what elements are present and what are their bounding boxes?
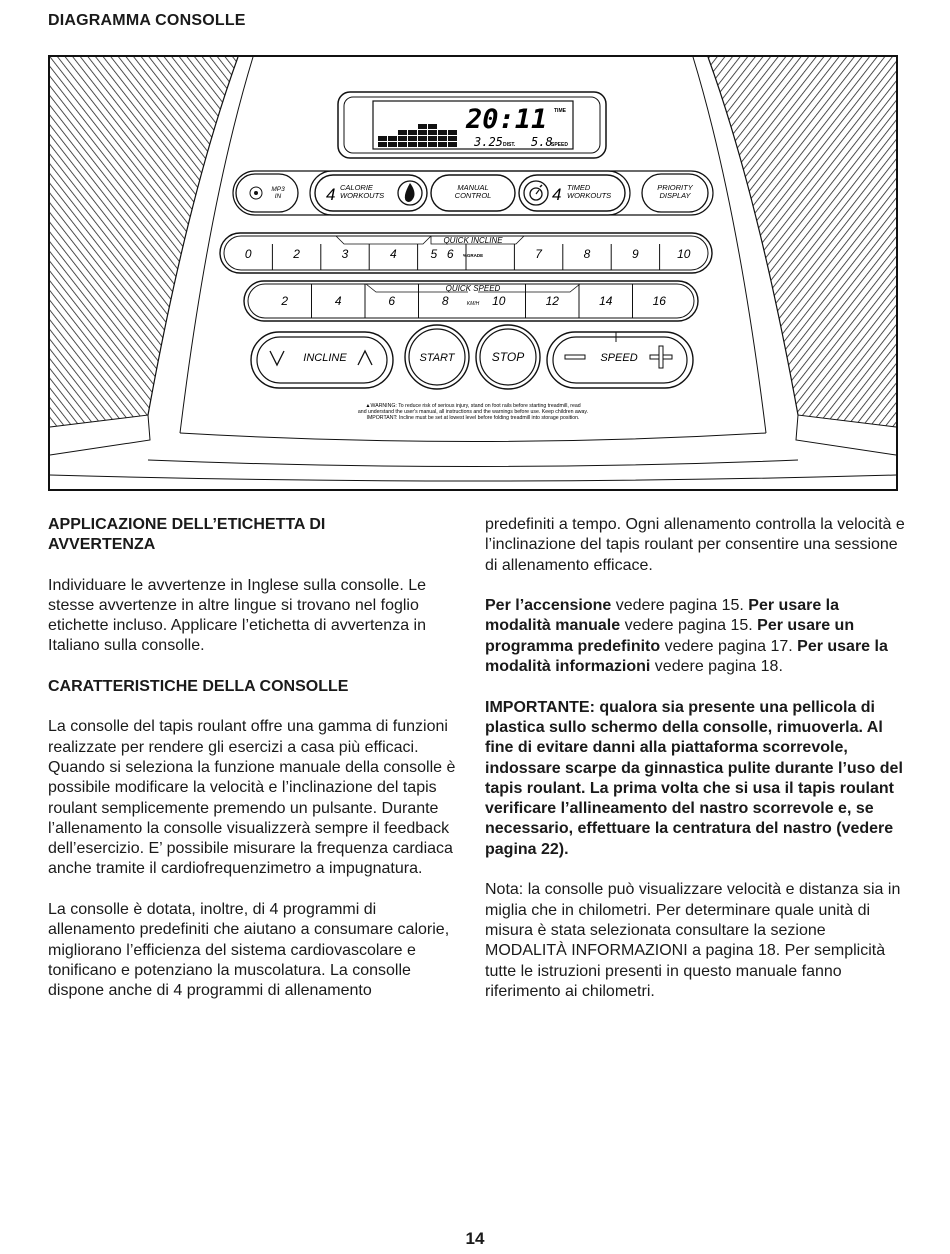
console-features-paragraph-2-continued: predefiniti a tempo. Ogni allenamento controlla la velocità e l’inclinazione del tapis roulant per consentire una sessione di allenamento efficace. xyxy=(485,516,905,574)
speed-readout: 5.8 xyxy=(531,135,553,149)
speed-key-2[interactable]: 2 xyxy=(281,294,289,308)
svg-text:TIMED: TIMED xyxy=(567,183,591,192)
speed-key-12[interactable]: 12 xyxy=(545,294,559,308)
incline-key-9[interactable]: 9 xyxy=(632,247,639,261)
svg-text:MP3: MP3 xyxy=(271,186,285,193)
stop-button[interactable] xyxy=(476,325,540,389)
incline-key-3[interactable]: 3 xyxy=(341,247,349,261)
profile-bar-segment xyxy=(408,130,417,135)
profile-bar-segment xyxy=(408,136,417,141)
svg-text:CONTROL: CONTROL xyxy=(454,191,492,200)
profile-bar-segment xyxy=(428,136,437,141)
distance-label: DIST. xyxy=(503,142,516,148)
profile-bar-segment xyxy=(388,136,397,141)
profile-bar-segment xyxy=(398,136,407,141)
time-label: TIME xyxy=(554,108,566,114)
speed-key-8[interactable]: 8 xyxy=(441,294,449,308)
priority-display-button[interactable] xyxy=(642,174,708,212)
svg-text:IMPORTANT: Incline must be set: IMPORTANT: Incline must be set at lowest level before folding treadmill into storage position. xyxy=(366,415,580,421)
quick-incline-title: QUICK INCLINE xyxy=(443,236,503,245)
profile-bar-segment xyxy=(378,136,387,141)
timed-workouts-button[interactable] xyxy=(519,175,625,211)
svg-text:DISPLAY: DISPLAY xyxy=(659,191,691,200)
profile-bar-segment xyxy=(438,136,447,141)
console-features-paragraph-1: La consolle del tapis roulant offre una gamma di funzioni realizzate per rendere gli esercizi a casa più efficaci. Quando si seleziona la funzione manuale della consolle è possibile modificare la velocità e l’inclinazione del tapis roulant semplicemente premendo un pulsante. Durante l’allenamento la consolle visualizzerà sempre il feedback dell’esercizio. E’ possibile misurare la frequenza cardiaca anche tramite il cardiofrequenzimetro a impugnatura. xyxy=(48,718,456,878)
console-features-paragraph-2: La consolle è dotata, inoltre, di 4 programmi di allenamento predefiniti che aiutano a consumare calorie, migliorano l’efficienza del sistema cardiovascolare e tonificano e potenziano la muscolatura. La consolle dispone anche di 4 programmi di allenamento xyxy=(48,901,450,1000)
incline-rocker[interactable] xyxy=(251,332,393,388)
manual-control-button[interactable] xyxy=(431,175,515,211)
incline-key-10[interactable]: 10 xyxy=(677,247,691,261)
speed-rocker[interactable] xyxy=(547,332,693,388)
svg-text:and understand the user's manu: and understand the user's manual, all instructions and the warnings before use. Keep children away. xyxy=(357,409,589,415)
incline-label: INCLINE xyxy=(303,352,347,364)
flame-icon xyxy=(398,181,422,205)
incline-key-2[interactable]: 2 xyxy=(293,247,300,261)
svg-text:CALORIE: CALORIE xyxy=(340,183,373,192)
profile-bar-segment xyxy=(418,142,427,147)
svg-text:IN: IN xyxy=(274,193,282,200)
speed-down-icon xyxy=(565,355,585,359)
mp3-in-jack[interactable] xyxy=(236,174,298,212)
calorie-workouts-button[interactable] xyxy=(315,175,427,211)
console-diagram xyxy=(48,55,898,491)
console-display xyxy=(338,92,606,158)
profile-bar-segment xyxy=(438,130,447,135)
page-number: 14 xyxy=(465,1229,485,1248)
incline-key-5[interactable]: 5 xyxy=(430,247,438,261)
console-features-heading: CARATTERISTICHE DELLA CONSOLLE xyxy=(48,678,349,696)
right-column xyxy=(485,515,905,1022)
svg-text:PRIORITY: PRIORITY xyxy=(657,183,693,192)
profile-bar-segment xyxy=(378,142,387,147)
profile-bar-segment xyxy=(418,130,427,135)
svg-text:START: START xyxy=(419,352,455,364)
profile-bar-segment xyxy=(428,142,437,147)
incline-key-8[interactable]: 8 xyxy=(583,247,591,261)
profile-bar-segment xyxy=(448,136,457,141)
quick-speed-keypad xyxy=(244,281,698,321)
quick-incline-keypad xyxy=(220,233,712,273)
svg-text:MANUAL: MANUAL xyxy=(457,183,489,192)
profile-bar-segment xyxy=(398,130,407,135)
distance-readout: 3.25 xyxy=(474,135,503,149)
page-title: DIAGRAMMA CONSOLLE xyxy=(48,12,246,29)
units-note: Nota: la consolle può visualizzare velocità e distanza sia in miglia che in chilometri. Per determinare quale unità di misura è stata selezionata consultare la sezione MODALITÀ INFORMAZIONI a pagina 18. Per semplicità tutte le istruzioni presenti in questo manuale fanno riferimento ai chilometri. xyxy=(485,881,901,1000)
svg-text:4: 4 xyxy=(552,185,562,204)
speed-key-14[interactable]: 14 xyxy=(599,294,613,308)
left-column xyxy=(48,515,458,1002)
svg-text:4: 4 xyxy=(326,185,336,204)
svg-text:STOP: STOP xyxy=(491,350,525,364)
speed-readout-label: SPEED xyxy=(551,142,568,148)
speed-key-6[interactable]: 6 xyxy=(388,294,396,308)
incline-unit-label: %GRADE xyxy=(462,253,484,258)
speed-key-16[interactable]: 16 xyxy=(652,294,666,308)
stopwatch-icon xyxy=(524,181,548,205)
incline-key-6[interactable]: 6 xyxy=(446,247,454,261)
profile-bar-segment xyxy=(428,130,437,135)
profile-bar-segment xyxy=(388,142,397,147)
speed-unit-label: KM/H xyxy=(466,301,480,307)
warning-label xyxy=(358,403,588,421)
quick-speed-title: QUICK SPEED xyxy=(445,284,501,293)
time-readout: 20:11 xyxy=(466,104,548,135)
profile-bar-segment xyxy=(438,142,447,147)
profile-bar-segment xyxy=(448,142,457,147)
svg-text:WORKOUTS: WORKOUTS xyxy=(567,191,612,200)
incline-key-0[interactable]: 0 xyxy=(244,247,252,261)
profile-bar-segment xyxy=(418,136,427,141)
incline-key-7[interactable]: 7 xyxy=(535,247,542,261)
speed-key-10[interactable]: 10 xyxy=(492,294,506,308)
incline-key-4[interactable]: 4 xyxy=(390,247,397,261)
warning-label-heading: APPLICAZIONE DELL’ETICHETTA DI AVVERTENZA xyxy=(48,516,326,554)
speed-label: SPEED xyxy=(600,352,638,364)
svg-text:WORKOUTS: WORKOUTS xyxy=(340,191,385,200)
profile-bar-segment xyxy=(408,142,417,147)
profile-bar-segment xyxy=(398,142,407,147)
important-notice: IMPORTANTE: qualora sia presente una pellicola di plastica sullo schermo della consolle, rimuoverla. Al fine di evitare danni alla piattaforma scorrevole, indossare scarpe da ginnastica pulite durante l’uso del tapis roulant. La prima volta che si usa il tapis roulant verificare l’allineamento del nastro scorrevole e, se necessario, effettuare la centratura del nastro (vedere pagina 22). xyxy=(485,698,903,858)
profile-bar-segment xyxy=(428,124,437,129)
profile-bar-segment xyxy=(448,130,457,135)
warning-label-paragraph: Individuare le avvertenze in Inglese sulla consolle. Le stesse avvertenze in altre lingue si trovano nel foglio etichette incluso. Applicare l’etichetta di avvertenza in Italiano sulla consolle. xyxy=(48,576,427,655)
speed-key-4[interactable]: 4 xyxy=(334,294,342,308)
profile-bar-segment xyxy=(418,124,427,129)
svg-text:▲WARNING: To reduce risk of se: ▲WARNING: To reduce risk of serious injury, stand on foot rails before starting treadmill, read xyxy=(365,403,581,409)
page-references: Per l’accensione vedere pagina 15. Per usare la modalità manuale vedere pagina 15. Per usare un programma predefinito vedere pagina 17. Per usare la modalità informazioni vedere pagina 18. xyxy=(485,597,888,676)
start-button[interactable] xyxy=(405,325,469,389)
